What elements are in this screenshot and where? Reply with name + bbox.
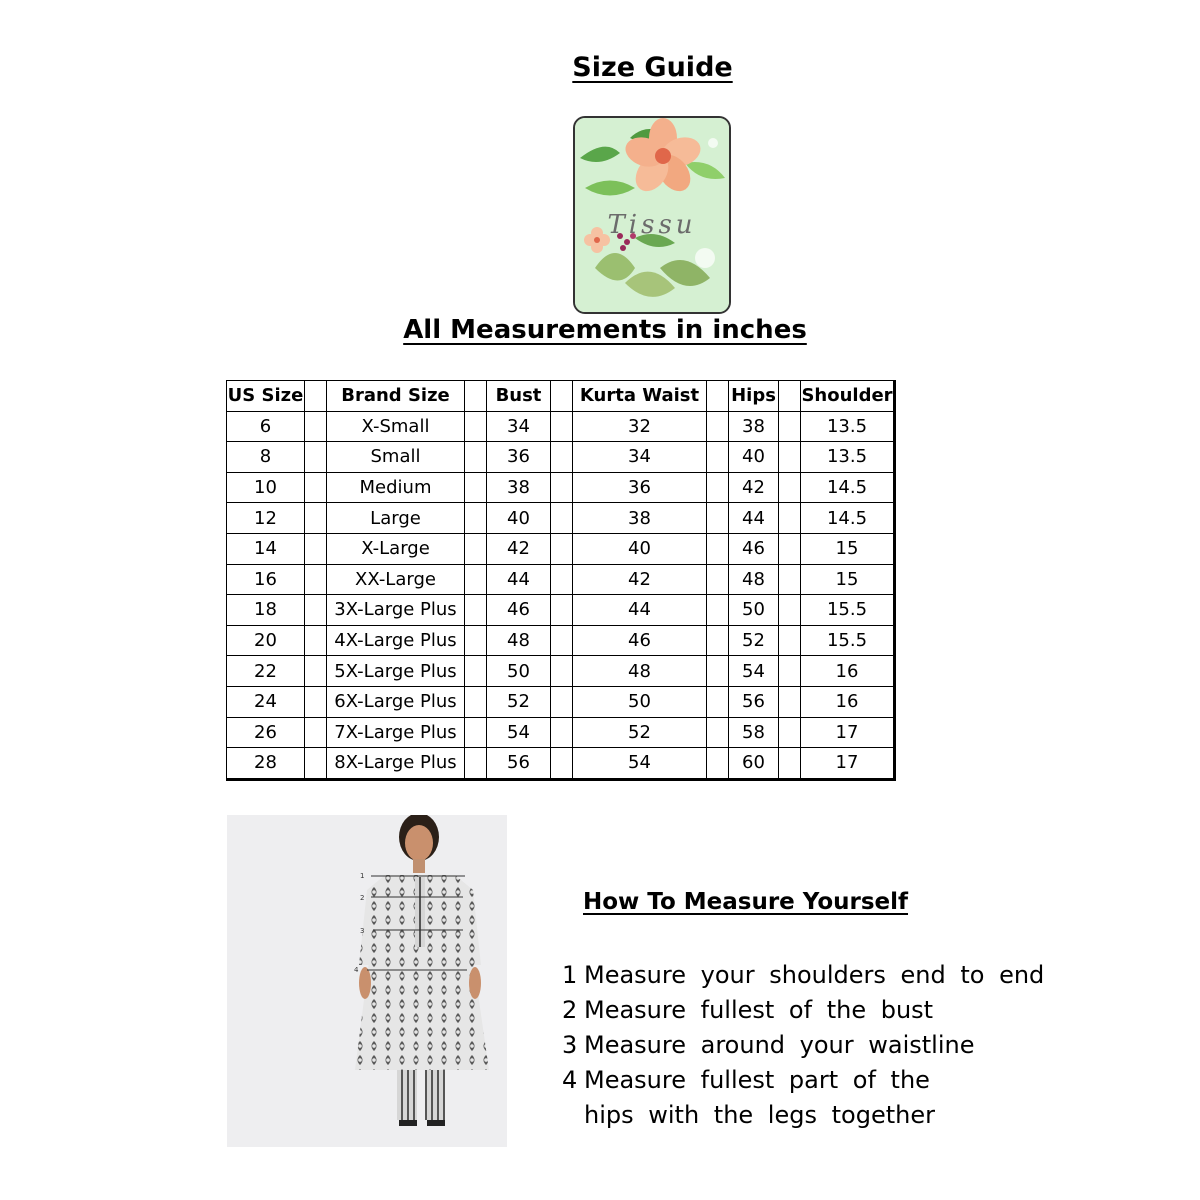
brand-logo-text: Tissu: [607, 210, 697, 240]
spacer-cell: [551, 472, 573, 503]
spacer-cell: [779, 411, 801, 442]
spacer-cell: [305, 595, 327, 626]
cell-us-size: 24: [227, 686, 305, 717]
spacer-cell: [707, 625, 729, 656]
cell-hips: 56: [729, 686, 779, 717]
marker-label-3: 3: [360, 927, 365, 935]
spacer-cell: [305, 748, 327, 780]
spacer-cell: [707, 686, 729, 717]
cell-bust: 40: [487, 503, 551, 534]
cell-hips: 48: [729, 564, 779, 595]
measure-step: [562, 1028, 1044, 1063]
measure-step: [562, 1063, 1044, 1133]
spacer-cell: [465, 686, 487, 717]
cell-kurta-waist: 54: [573, 748, 707, 780]
cell-shoulder: 16: [801, 686, 895, 717]
measure-step: [562, 993, 1044, 1028]
spacer-cell: [779, 656, 801, 687]
cell-bust: 44: [487, 564, 551, 595]
cell-hips: 50: [729, 595, 779, 626]
cell-hips: 42: [729, 472, 779, 503]
cell-kurta-waist: 32: [573, 411, 707, 442]
cell-hips: 46: [729, 533, 779, 564]
spacer-cell: [779, 564, 801, 595]
table-row: [227, 595, 895, 626]
spacer-cell: [465, 503, 487, 534]
table-header-row: [227, 381, 895, 412]
step-text: Measure your shoulders end to end: [584, 961, 1045, 989]
cell-hips: 60: [729, 748, 779, 780]
cell-bust: 36: [487, 442, 551, 473]
cell-bust: 38: [487, 472, 551, 503]
header-kurta-waist: Kurta Waist: [573, 381, 707, 412]
cell-hips: 40: [729, 442, 779, 473]
spacer-cell: [707, 748, 729, 780]
spacer-cell: [305, 686, 327, 717]
model-figure-illustration: [227, 815, 507, 1147]
spacer-cell: [551, 686, 573, 717]
spacer-cell: [551, 503, 573, 534]
cell-shoulder: 17: [801, 717, 895, 748]
spacer-cell: [465, 625, 487, 656]
cell-kurta-waist: 42: [573, 564, 707, 595]
spacer-cell: [779, 533, 801, 564]
table-row: [227, 656, 895, 687]
spacer-cell: [551, 717, 573, 748]
cell-brand-size: Medium: [327, 472, 465, 503]
cell-kurta-waist: 36: [573, 472, 707, 503]
cell-shoulder: 14.5: [801, 472, 895, 503]
step-number: 4: [562, 1066, 578, 1094]
cell-bust: 52: [487, 686, 551, 717]
table-row: [227, 686, 895, 717]
cell-kurta-waist: 50: [573, 686, 707, 717]
spacer-cell: [707, 595, 729, 626]
spacer-cell: [551, 748, 573, 780]
cell-us-size: 20: [227, 625, 305, 656]
cell-brand-size: X-Large: [327, 533, 465, 564]
cell-us-size: 16: [227, 564, 305, 595]
cell-kurta-waist: 46: [573, 625, 707, 656]
cell-bust: 42: [487, 533, 551, 564]
cell-us-size: 26: [227, 717, 305, 748]
spacer-cell: [305, 564, 327, 595]
step-number: 2: [562, 996, 578, 1024]
spacer-cell: [465, 595, 487, 626]
measure-step: [562, 958, 1044, 993]
cell-bust: 34: [487, 411, 551, 442]
spacer-cell: [707, 411, 729, 442]
cell-us-size: 28: [227, 748, 305, 780]
header-brand-size: Brand Size: [327, 381, 465, 412]
spacer-cell: [707, 503, 729, 534]
cell-hips: 58: [729, 717, 779, 748]
cell-us-size: 12: [227, 503, 305, 534]
table-row: [227, 625, 895, 656]
marker-label-2: 2: [360, 894, 365, 902]
measurements-note: All Measurements in inches: [403, 315, 807, 345]
spacer-cell: [779, 595, 801, 626]
spacer-cell: [305, 656, 327, 687]
cell-us-size: 14: [227, 533, 305, 564]
spacer-cell: [465, 533, 487, 564]
spacer-cell: [707, 381, 729, 412]
step-number: 1: [562, 961, 578, 989]
table-row: [227, 748, 895, 780]
cell-shoulder: 15: [801, 564, 895, 595]
cell-kurta-waist: 34: [573, 442, 707, 473]
spacer-cell: [551, 656, 573, 687]
spacer-cell: [779, 472, 801, 503]
header-hips: Hips: [729, 381, 779, 412]
step-text: Measure fullest of the bust: [584, 996, 934, 1024]
cell-hips: 52: [729, 625, 779, 656]
cell-bust: 56: [487, 748, 551, 780]
cell-us-size: 22: [227, 656, 305, 687]
spacer-cell: [465, 656, 487, 687]
measure-steps-list: [562, 958, 1044, 1133]
spacer-cell: [551, 625, 573, 656]
cell-hips: 44: [729, 503, 779, 534]
cell-us-size: 6: [227, 411, 305, 442]
spacer-cell: [465, 381, 487, 412]
spacer-cell: [779, 717, 801, 748]
table-body: [227, 411, 895, 779]
cell-kurta-waist: 48: [573, 656, 707, 687]
size-chart-table: [226, 380, 896, 781]
cell-us-size: 10: [227, 472, 305, 503]
table-row: [227, 533, 895, 564]
spacer-cell: [465, 717, 487, 748]
cell-brand-size: 4X-Large Plus: [327, 625, 465, 656]
cell-shoulder: 15: [801, 533, 895, 564]
spacer-cell: [707, 656, 729, 687]
spacer-cell: [707, 533, 729, 564]
spacer-cell: [551, 411, 573, 442]
cell-brand-size: 7X-Large Plus: [327, 717, 465, 748]
spacer-cell: [551, 533, 573, 564]
spacer-cell: [707, 472, 729, 503]
spacer-cell: [305, 717, 327, 748]
table-row: [227, 564, 895, 595]
header-shoulder: Shoulder: [801, 381, 895, 412]
cell-kurta-waist: 44: [573, 595, 707, 626]
cell-kurta-waist: 38: [573, 503, 707, 534]
cell-brand-size: Small: [327, 442, 465, 473]
spacer-cell: [779, 748, 801, 780]
header-us-size: US Size: [227, 381, 305, 412]
how-to-measure-title: How To Measure Yourself: [583, 889, 909, 915]
spacer-cell: [779, 381, 801, 412]
cell-shoulder: 16: [801, 656, 895, 687]
spacer-cell: [305, 533, 327, 564]
step-text: Measure fullest part of the hips with the legs together: [584, 1066, 935, 1129]
spacer-cell: [779, 686, 801, 717]
cell-shoulder: 13.5: [801, 411, 895, 442]
spacer-cell: [465, 564, 487, 595]
spacer-cell: [465, 748, 487, 780]
spacer-cell: [779, 625, 801, 656]
cell-shoulder: 14.5: [801, 503, 895, 534]
cell-bust: 54: [487, 717, 551, 748]
spacer-cell: [779, 442, 801, 473]
cell-kurta-waist: 40: [573, 533, 707, 564]
cell-us-size: 18: [227, 595, 305, 626]
step-text: Measure around your waistline: [584, 1031, 975, 1059]
step-number: 3: [562, 1031, 578, 1059]
cell-shoulder: 15.5: [801, 625, 895, 656]
cell-bust: 48: [487, 625, 551, 656]
cell-brand-size: 5X-Large Plus: [327, 656, 465, 687]
cell-bust: 46: [487, 595, 551, 626]
table-row: [227, 503, 895, 534]
cell-us-size: 8: [227, 442, 305, 473]
cell-hips: 54: [729, 656, 779, 687]
spacer-cell: [551, 595, 573, 626]
spacer-cell: [707, 717, 729, 748]
spacer-cell: [779, 503, 801, 534]
spacer-cell: [305, 411, 327, 442]
table-row: [227, 442, 895, 473]
cell-brand-size: Large: [327, 503, 465, 534]
spacer-cell: [707, 442, 729, 473]
spacer-cell: [465, 411, 487, 442]
spacer-cell: [465, 442, 487, 473]
spacer-cell: [305, 625, 327, 656]
spacer-cell: [465, 472, 487, 503]
header-bust: Bust: [487, 381, 551, 412]
cell-brand-size: 3X-Large Plus: [327, 595, 465, 626]
cell-bust: 50: [487, 656, 551, 687]
spacer-cell: [305, 503, 327, 534]
cell-brand-size: 6X-Large Plus: [327, 686, 465, 717]
cell-brand-size: X-Small: [327, 411, 465, 442]
spacer-cell: [551, 381, 573, 412]
spacer-cell: [305, 472, 327, 503]
table-row: [227, 411, 895, 442]
spacer-cell: [305, 381, 327, 412]
cell-kurta-waist: 52: [573, 717, 707, 748]
cell-brand-size: XX-Large: [327, 564, 465, 595]
spacer-cell: [305, 442, 327, 473]
cell-brand-size: 8X-Large Plus: [327, 748, 465, 780]
cell-shoulder: 13.5: [801, 442, 895, 473]
spacer-cell: [551, 564, 573, 595]
cell-shoulder: 17: [801, 748, 895, 780]
marker-label-4: 4: [354, 966, 359, 974]
table-row: [227, 717, 895, 748]
spacer-cell: [551, 442, 573, 473]
model-measurement-photo: [227, 815, 507, 1147]
cell-shoulder: 15.5: [801, 595, 895, 626]
page-title: Size Guide: [572, 52, 733, 83]
cell-hips: 38: [729, 411, 779, 442]
spacer-cell: [707, 564, 729, 595]
table-row: [227, 472, 895, 503]
marker-label-1: 1: [360, 872, 365, 880]
brand-logo: [573, 116, 731, 314]
